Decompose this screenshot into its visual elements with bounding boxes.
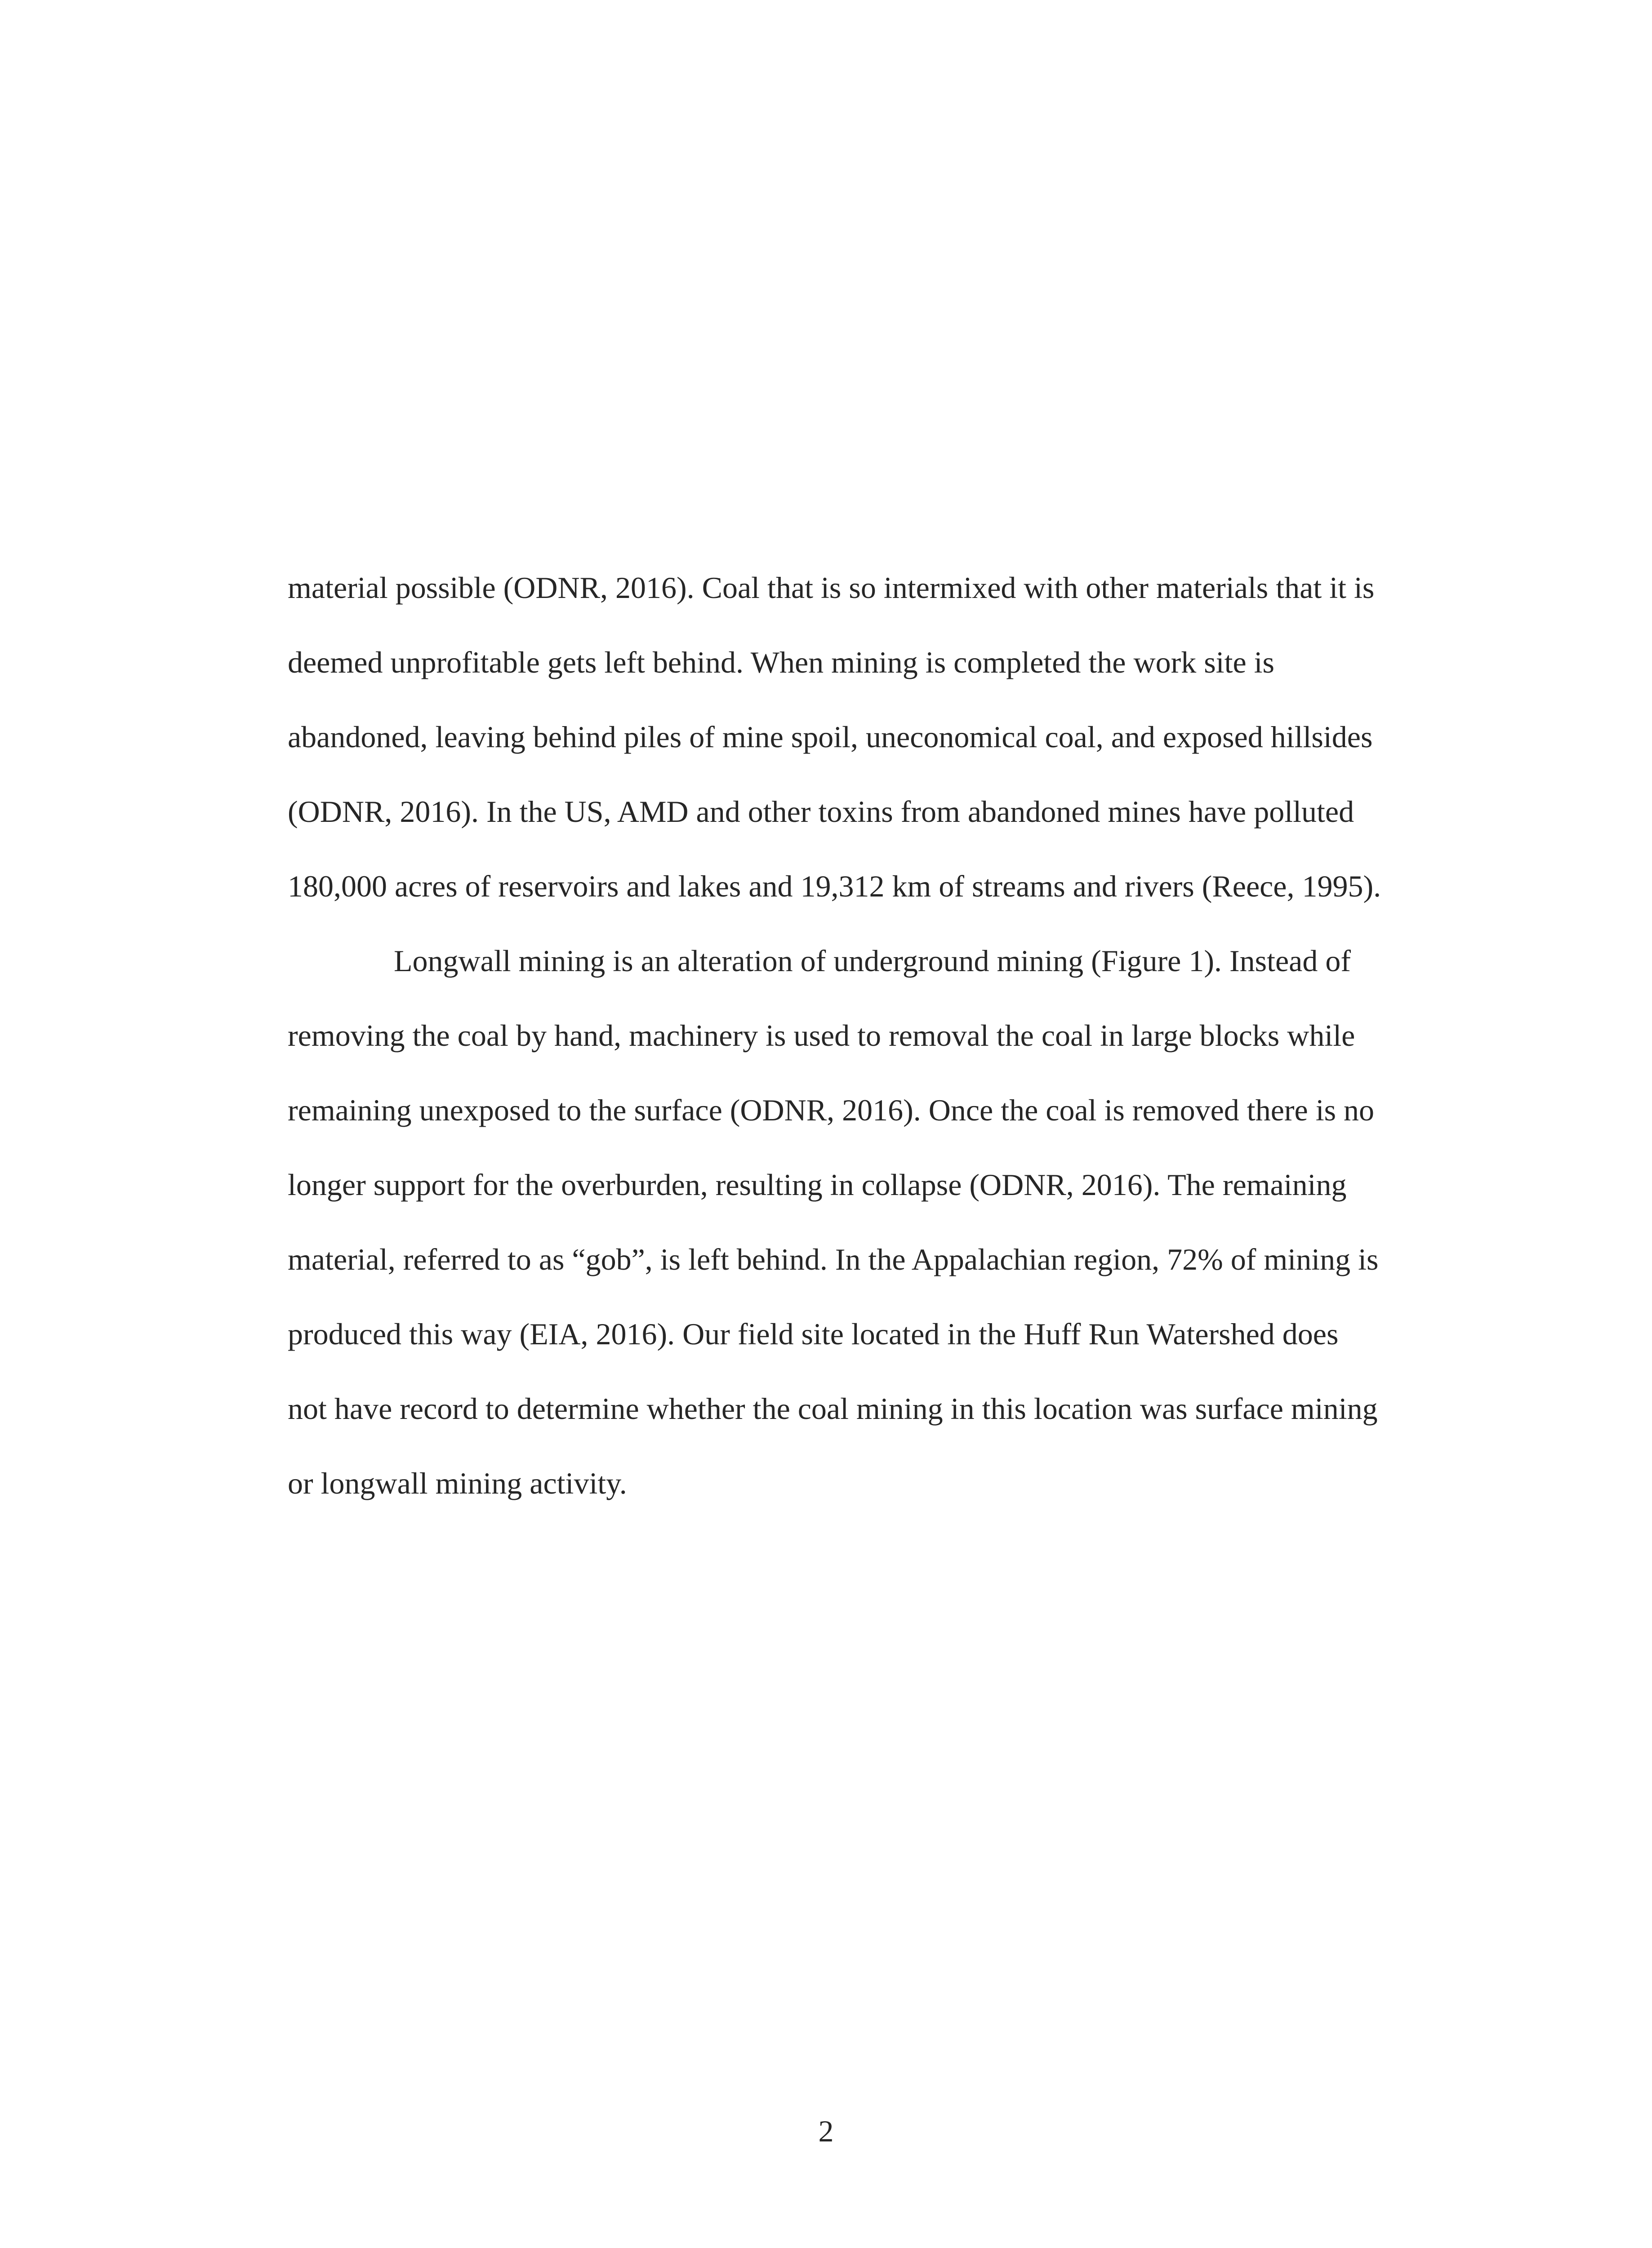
text-line-13: or longwall mining activity. (288, 1466, 627, 1500)
text-line-6: Longwall mining is an alteration of underground mining (Figure 1). Instead of (394, 944, 1351, 978)
text-line-10: material, referred to as “gob”, is left behind. In the Appalachian region, 72% of mining is (288, 1242, 1379, 1276)
text-line-5: 180,000 acres of reservoirs and lakes and 19,312 km of streams and rivers (Reece, 1995). (288, 869, 1381, 903)
text-line-4: (ODNR, 2016). In the US, AMD and other toxins from abandoned mines have polluted (288, 794, 1354, 829)
text-line-12: not have record to determine whether the coal mining in this location was surface mining (288, 1392, 1378, 1426)
body-text (288, 550, 1456, 1521)
text-line-9: longer support for the overburden, resulting in collapse (ODNR, 2016). The remaining (288, 1168, 1347, 1202)
text-line-1: material possible (ODNR, 2016). Coal that is so intermixed with other materials that it is (288, 571, 1375, 605)
text-line-7: removing the coal by hand, machinery is used to removal the coal in large blocks while (288, 1018, 1355, 1053)
text-line-2: deemed unprofitable gets left behind. When mining is completed the work site is (288, 645, 1274, 679)
text-line-11: produced this way (EIA, 2016). Our field site located in the Huff Run Watershed does (288, 1317, 1339, 1351)
page-number: 2 (818, 2114, 834, 2148)
text-line-8: remaining unexposed to the surface (ODNR, 2016). Once the coal is removed there is no (288, 1093, 1375, 1127)
text-line-3: abandoned, leaving behind piles of mine spoil, uneconomical coal, and exposed hillsides (288, 720, 1373, 754)
